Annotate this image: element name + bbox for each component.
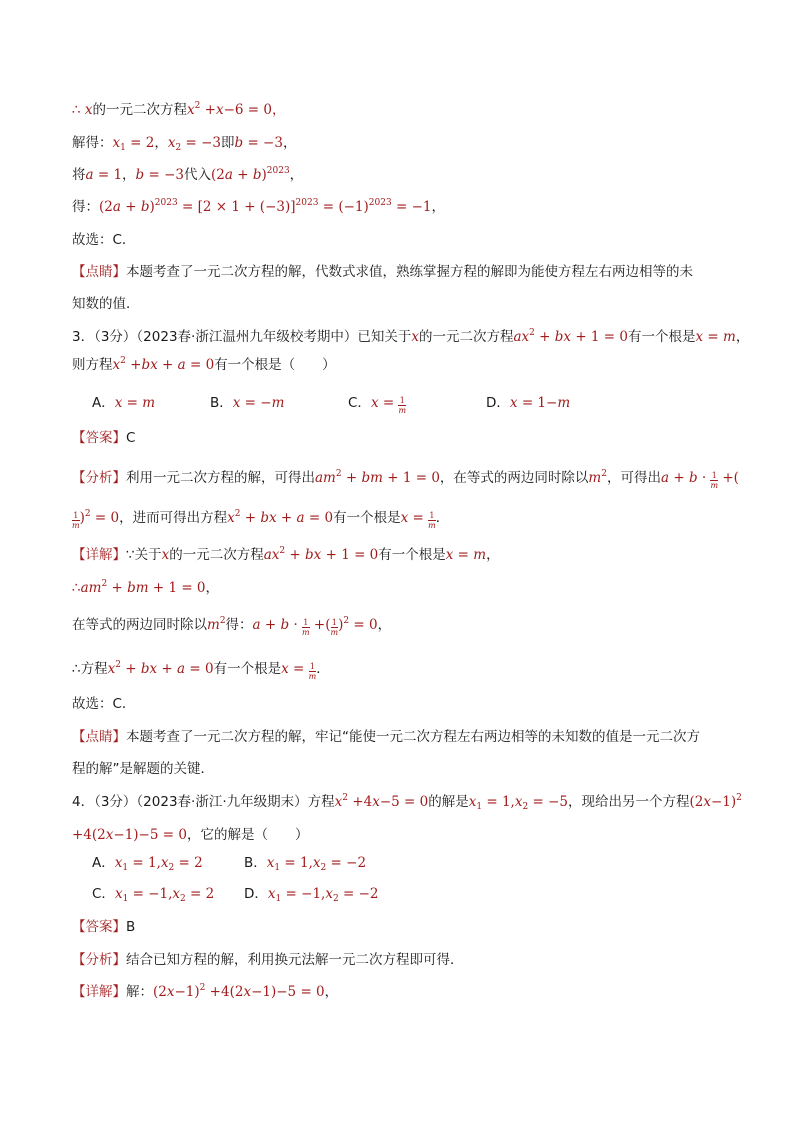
question-3-stem: 3．（3分）（2023春·浙江温州九年级校考期中）已知关于x的一元二次方程$ax^2$ + bx + 1 = 0有一个根是x = m，: [72, 328, 750, 345]
option-b: B．$x_1 = 1,x_2 = -2$: [244, 855, 367, 873]
detail-line: ∴方程$x^2$ + bx + a = 0有一个根是x = $\frac{1}{m}$ ．: [72, 660, 330, 681]
answer-value: B: [126, 919, 136, 935]
detail-line: 【详解】解：$(2x-1)^2 +4(2x-1)-5 = 0$，: [72, 983, 339, 1000]
note-text: 本题考查了一元二次方程的解，牢记“能使一元二次方程左右两边相等的未知数的值是一元二次方: [126, 729, 700, 745]
option-a: A．x = m: [92, 395, 156, 411]
solution-line: ∴ x的一元二次方程$x^2 +x-6 = 0$，: [72, 101, 286, 118]
option-a: A．$x_1 = 1,x_2 = 2$: [92, 855, 203, 873]
answer-line: [72, 428, 135, 448]
note-line: [72, 727, 700, 747]
answer-value: C: [126, 430, 136, 446]
analysis-line: 【分析】利用一元二次方程的解，可得出$am^2$ + bm + 1 = 0，在等式的两边同时除以$m^2$，可得出a + b · $\frac{1}{m}$ +(: [72, 469, 739, 490]
detail-line: 【详解】∵关于x的一元二次方程$ax^2$ + bx + 1 = 0有一个根是x = m，: [72, 546, 500, 563]
option-d: D．x = 1−m: [486, 395, 571, 411]
detail-line: $\therefore am^2$ + bm + 1 = 0，: [72, 579, 220, 596]
option-d: D．$x_1 = -1,x_2 = -2$: [244, 886, 379, 904]
analysis-tag: 【分析】: [72, 470, 126, 486]
solution-line: 故选：C．: [72, 232, 136, 248]
answer-tag: 【答案】: [72, 430, 126, 446]
note-line: 知数的值．: [72, 296, 140, 312]
note-line: 程的解”是解题的关键．: [72, 761, 214, 777]
answer-line: [72, 917, 135, 937]
detail-line: 在等式的两边同时除以$m^2$得：a + b · $\frac{1}{m}$ +( $\frac{1}{m}$ )$^2$ = 0，: [72, 616, 392, 637]
question-4-stem: +4(2x−1)−5 = 0，它的解是（ ）: [72, 827, 309, 843]
analysis-line: $\frac{1}{m}$ )$^2$ = 0，进而可得出方程$x^2$ + bx + a = 0有一个根是x = $\frac{1}{m}$ ．: [72, 509, 450, 530]
question-3-stem: 则方程$x^2 +bx + a = 0$有一个根是（ ）: [72, 356, 336, 373]
analysis-line: [72, 950, 464, 970]
detail-line: 故选：C．: [72, 696, 136, 712]
analysis-text: 结合已知方程的解，利用换元法解一元二次方程即可得．: [126, 952, 464, 968]
note-tag: 【点睛】: [72, 264, 126, 280]
detail-tag: 【详解】: [72, 984, 126, 1000]
solution-line: 将a = 1，b = −3代入$(2a + b)^{2023}$，: [72, 166, 304, 183]
answer-tag: 【答案】: [72, 919, 126, 935]
note-line: [72, 262, 693, 282]
solution-line: 解得：$x_1 = 2$，$x_2 = -3$即b = −3，: [72, 135, 297, 153]
solution-line: 得：$(2a + b)^{2023} = [2 \times 1 + (-3)]^{2023} = (-1)^{2023} = -1$，: [72, 198, 445, 215]
note-tag: 【点睛】: [72, 729, 126, 745]
question-4-stem: 4．（3分）（2023春·浙江·九年级期末）方程$x^2 +4x-5 = 0$的解是$x_1 = 1,x_2 = -5$，现给出另一个方程$(2x-1)^2$: [72, 793, 742, 812]
option-c: C．x = $\frac{1}{m}$: [348, 395, 407, 415]
note-text: 本题考查了一元二次方程的解，代数式求值，熟练掌握方程的解即为能使方程左右两边相等的未: [126, 264, 693, 280]
detail-tag: 【详解】: [72, 547, 126, 563]
option-c: C．$x_1 = -1,x_2 = 2$: [92, 886, 215, 904]
option-b: B．x = −m: [210, 395, 285, 411]
analysis-tag: 【分析】: [72, 952, 126, 968]
